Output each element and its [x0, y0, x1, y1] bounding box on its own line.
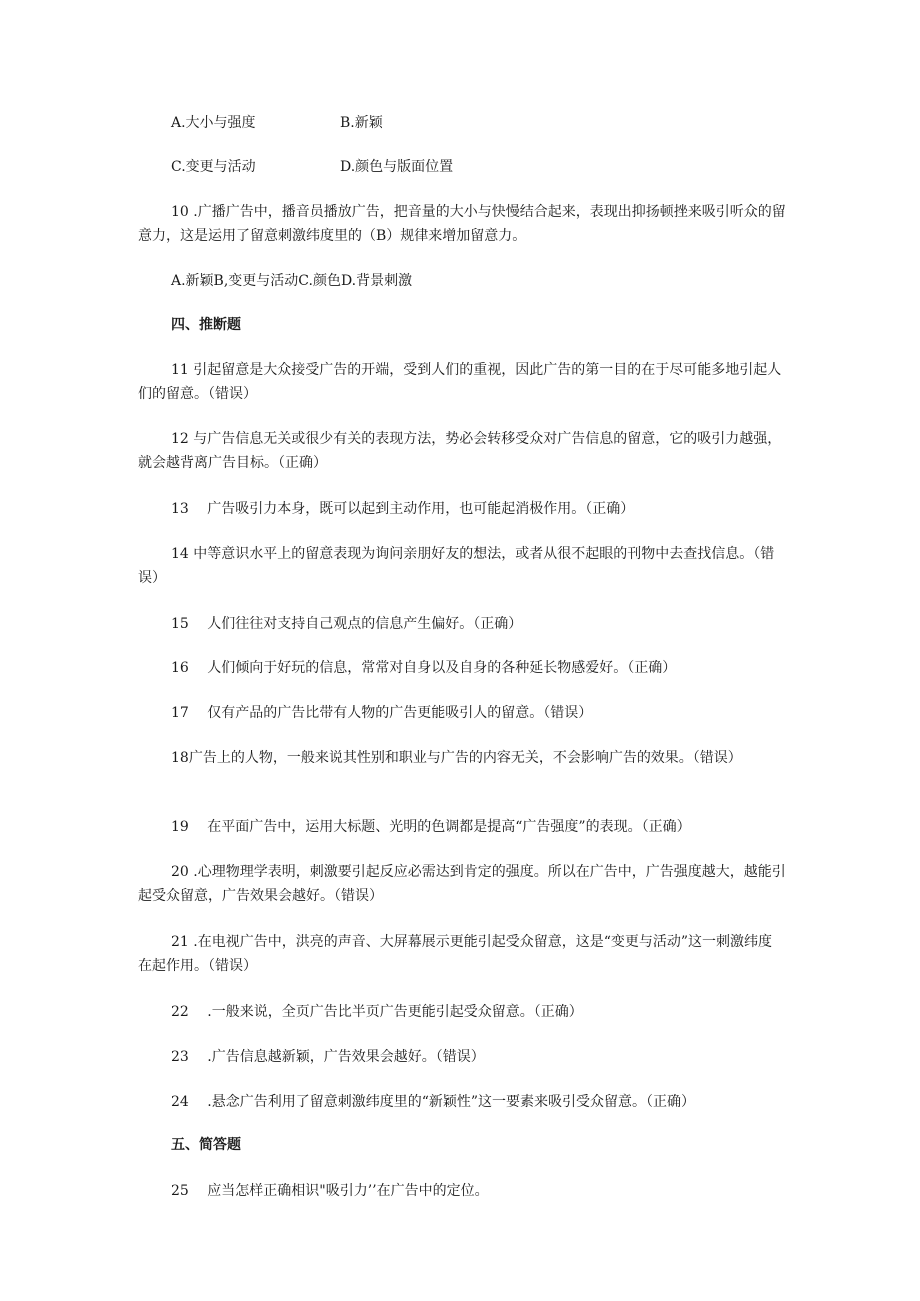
option-a: A.大小与强度 [171, 115, 256, 131]
question-12: 12 与广告信息无关或很少有关的表现方法，势必会转移受众对广告信息的留意，它的吸引力越强，就会越背离广告目标。（正确） [138, 431, 782, 471]
question-10-options: A.新颖B,变更与活动C.颜色D.背景刺激 [171, 273, 413, 289]
question-13: 13 广告吸引力本身，既可以起到主动作用，也可能起消极作用。（正确） [171, 501, 635, 517]
question-18: 18广告上的人物，一般来说其性别和职业与广告的内容无关，不会影响广告的效果。（错误） [171, 750, 742, 766]
option-d: D.颜色与版面位置 [340, 159, 454, 175]
question-21: 21 .在电视广告中，洪亮的声音、大屏幕展示更能引起受众留意，这是“变更与活动”这一刺激纬度在起作用。（错误） [138, 934, 773, 974]
question-15: 15 人们往往对支持自己观点的信息产生偏好。（正确） [171, 616, 523, 632]
question-10: 10 .广播广告中，播音员播放广告，把音量的大小与快慢结合起来，表现出抑扬顿挫来吸引听众的留意力，这是运用了留意刺激纬度里的（B）规律来增加留意力。 [138, 204, 786, 244]
question-19: 19 在平面广告中，运用大标题、光明的色调都是提高“广告强度”的表现。（正确） [171, 819, 691, 835]
option-c: C.变更与活动 [171, 159, 256, 175]
section-heading-short-answer: 五、简答题 [171, 1137, 241, 1153]
section-heading-judgment: 四、推断题 [171, 317, 241, 333]
question-25: 25 应当怎样正确相识"吸引力’’在广告中的定位。 [171, 1183, 489, 1199]
question-24: 24 .悬念广告利用了留意刺激纬度里的“新颖性”这一要素来吸引受众留意。（正确） [171, 1094, 696, 1110]
question-16: 16 人们倾向于好玩的信息，常常对自身以及自身的各种延长物感爱好。（正确） [171, 660, 677, 676]
option-b: B.新颖 [340, 115, 383, 131]
question-17: 17 仅有产品的广告比带有人物的广告更能吸引人的留意。（错误） [171, 705, 593, 721]
question-22: 22 .一般来说，全页广告比半页广告更能引起受众留意。（正确） [171, 1004, 583, 1020]
question-14: 14 中等意识水平上的留意表现为询问亲朋好友的想法，或者从很不起眼的刊物中去查找信息。（错误） [138, 546, 775, 586]
question-20: 20 .心理物理学表明，刺激要引起反应必需达到肯定的强度。所以在广告中，广告强度越大，越能引起受众留意，广告效果会越好。（错误） [138, 864, 786, 904]
question-11: 11 引起留意是大众接受广告的开端，受到人们的重视，因此广告的第一目的在于尽可能多地引起人们的留意。（错误） [138, 362, 782, 402]
question-23: 23 .广告信息越新颖，广告效果会越好。（错误） [171, 1049, 485, 1065]
